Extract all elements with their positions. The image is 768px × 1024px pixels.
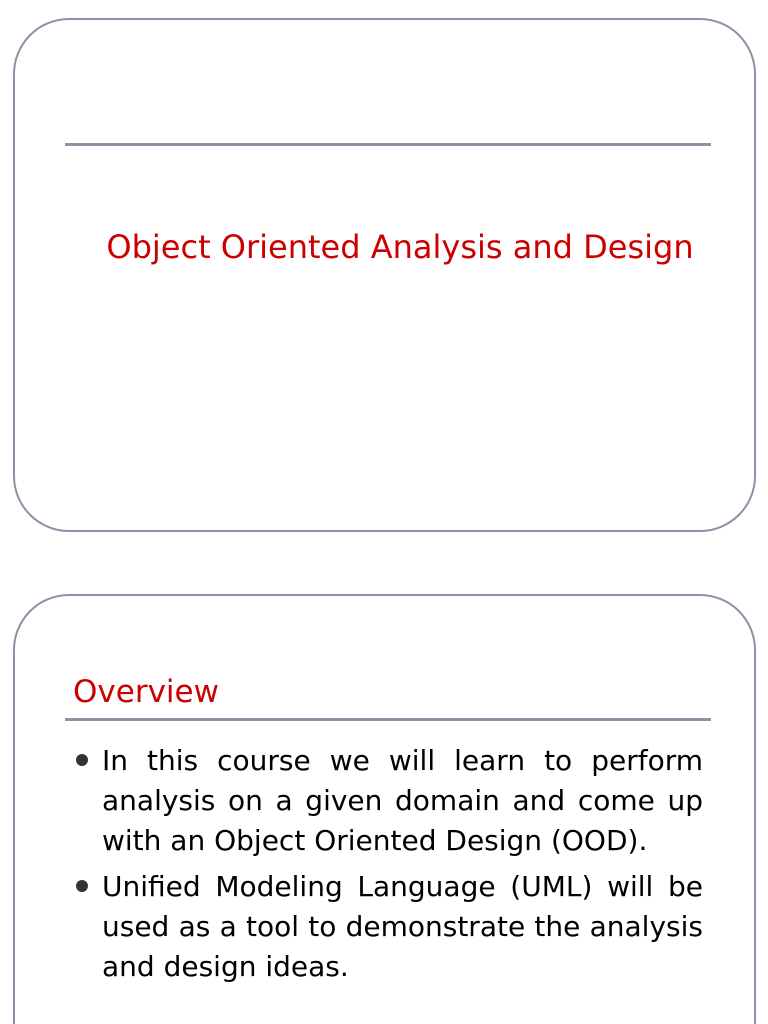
title-divider (65, 143, 711, 146)
bullet-list (75, 741, 703, 993)
bullet-icon (76, 754, 88, 766)
overview-slide (13, 594, 756, 1024)
section-heading: Overview (73, 674, 219, 710)
bullet-text: Unified Modeling Language (UML) will be used as a tool to demonstrate the analysis and design ideas. (102, 870, 703, 983)
bullet-icon (76, 880, 88, 892)
list-item (75, 741, 703, 861)
list-item (75, 867, 703, 987)
heading-divider (65, 718, 711, 721)
slide-title: Object Oriented Analysis and Design (106, 228, 694, 266)
bullet-text: In this course we will learn to perform analysis on a given domain and come up with an Object Oriented Design (OOD). (102, 744, 703, 857)
title-slide (13, 18, 756, 532)
